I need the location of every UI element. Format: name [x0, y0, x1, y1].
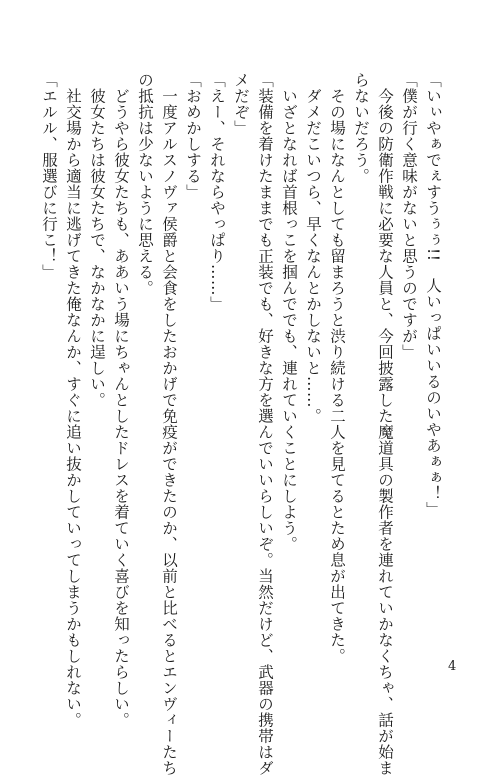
- text-line: メだぞ」: [232, 72, 250, 136]
- text-line: 社交場から適当に逃げてきた俺なんか、すぐに追い抜かしていってしまうかもしれない。: [64, 72, 82, 728]
- text-line: その場になんとしても留まろうと渋り続ける二人を見てるとため息が出てきた。: [328, 72, 346, 664]
- text-line: 「えー、それならやっぱり……」: [208, 72, 226, 312]
- text-line: 「エルル、服選びに行こ！」: [40, 72, 58, 280]
- text-line: らないだろう。: [352, 72, 370, 184]
- text-line: 「僕が行く意味がないと思うのですが」: [400, 72, 418, 360]
- text-line: の抵抗は少ないように思える。: [136, 72, 154, 296]
- text-line: 一度アルスノヴァ侯爵と会食をしたおかげで免疫ができたのか、以前と比べるとエンヴィーたち: [160, 72, 178, 776]
- text-line: 今後の防衛作戦に必要な人員と、今回披露した魔道具の製作者を連れていかなくちゃ、話が始ま: [376, 72, 394, 776]
- page-number: 4: [448, 659, 457, 674]
- text-line: 彼女たちは彼女たちで、なかなかに逞しい。: [88, 72, 106, 408]
- body-text: [40, 72, 443, 776]
- text-line: 「いぃやぁでぇすうぅぅ!! 人いっぱいいるのいやあぁぁ！」: [424, 72, 442, 518]
- text-line: ダメだこいつら、早くなんとかしないと……。: [304, 72, 322, 424]
- text-line: いざとなれば首根っこを掴んででも、連れていくことにしよう。: [280, 72, 298, 552]
- text-line: 「おめかしする」: [184, 72, 202, 200]
- text-line: 「装備を着けたままでも正装でも、好きな方を選んでいいらしいぞ。当然だけど、武器の携帯はダ: [256, 72, 274, 776]
- text-line: どうやら彼女たちも、ああいう場にちゃんとしたドレスを着ていく喜びを知ったらしい。: [112, 72, 130, 728]
